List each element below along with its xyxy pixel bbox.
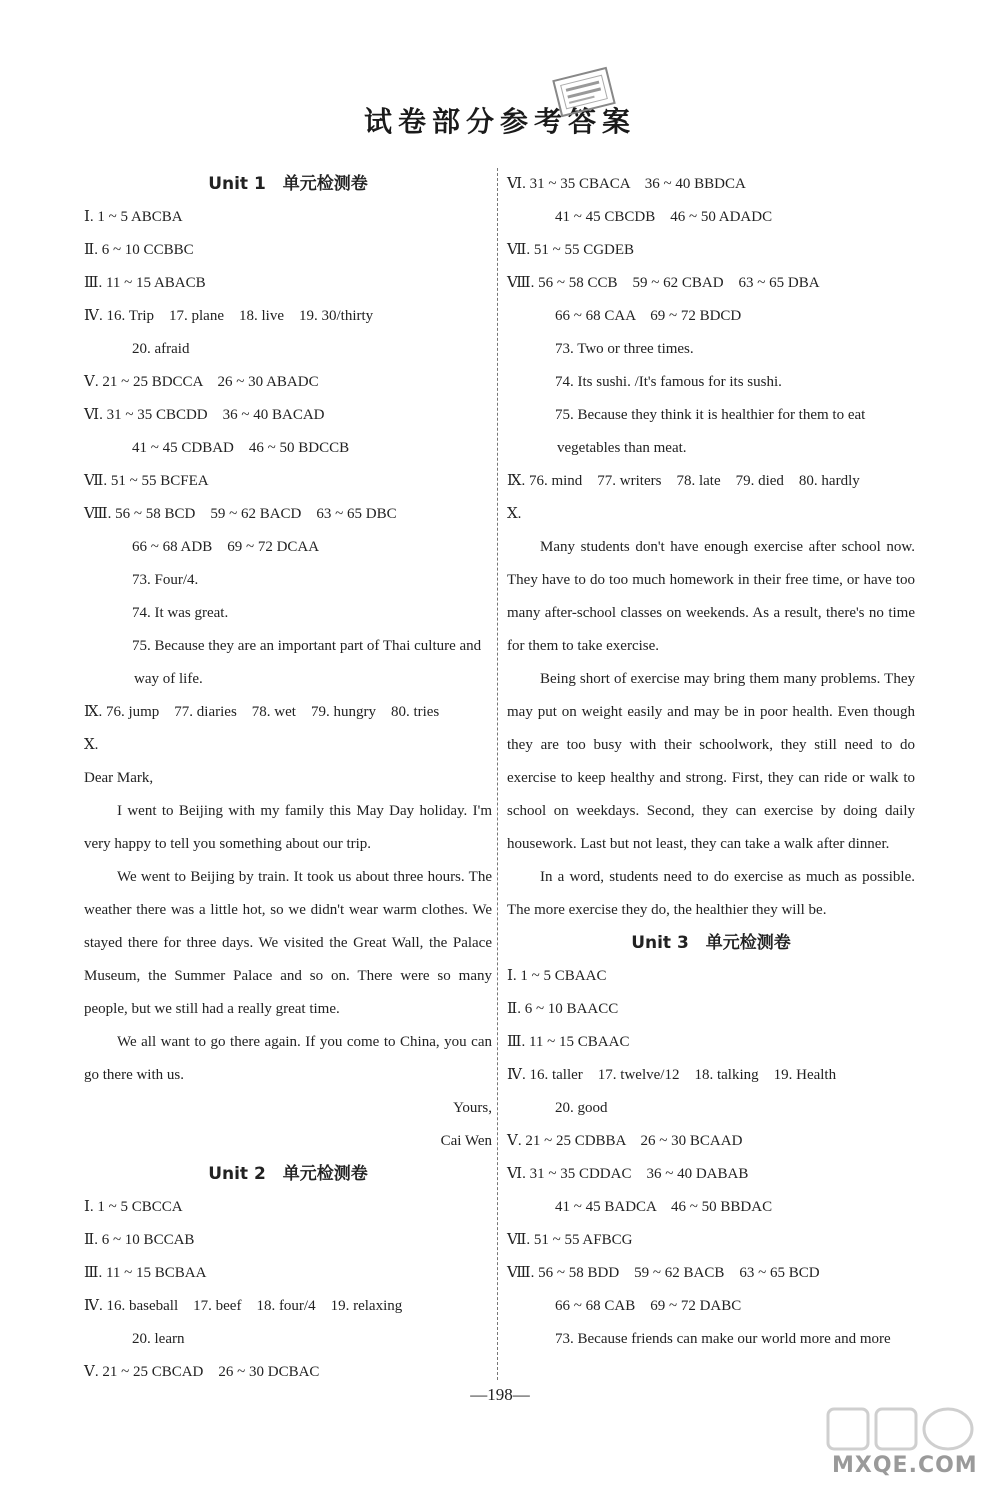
unit-title: Unit 1 单元检测卷 [208,174,368,194]
answer-line: Ⅸ. 76. jump 77. diaries 78. wet 79. hungry 80. tries [84,704,440,720]
answer-line: Ⅷ. 56 ~ 58 BCD 59 ~ 62 BACD 63 ~ 65 DBC [84,506,397,522]
answer-line: 73. Four/4. [132,572,199,588]
answer-line: 41 ~ 45 BADCA 46 ~ 50 BBDAC [555,1199,773,1215]
essay-paragraph: Being short of exercise may bring them many problems. They may put on weight easily and may be in poor health. Even though they are too busy with their schoolwork, they still need to do exercise to keep healthy and strong. First, they can ride or walk to school on weekdays. Second, they can exercise by doing daily housework. Last but not least, they can take a walk after dinner. [507,671,915,852]
letter-signature: Cai Wen [440,1133,492,1149]
answer-line: 66 ~ 68 CAA 69 ~ 72 BDCD [555,308,742,324]
essay-paragraph: We went to Beijing by train. It took us about three hours. The weather there was a little hot, so we didn't wear warm clothes. We stayed there for three days. We visited the Great Wall, the Palace Museum, the Summer Palace and so on. There were so many people, but we still had a really great time. [84,869,492,1017]
answer-line: 74. Its sushi. /It's famous for its sushi. [555,374,782,390]
essay-paragraph: We all want to go there again. If you come to China, you can go there with us. [84,1034,492,1083]
answer-line: Ⅶ. 51 ~ 55 BCFEA [84,473,209,489]
answer-line: 66 ~ 68 ADB 69 ~ 72 DCAA [132,539,320,555]
answer-line: Ⅰ. 1 ~ 5 CBCCA [84,1199,183,1215]
answer-line: 20. afraid [132,341,190,357]
answer-line: way of life. [134,671,203,687]
essay-paragraph: I went to Beijing with my family this May Day holiday. I'm very happy to tell you something about our trip. [84,803,492,852]
answer-line: Ⅱ. 6 ~ 10 BAACC [507,1001,619,1017]
page-title: 试卷部分参考答案 [363,105,636,138]
answer-line: vegetables than meat. [557,440,687,456]
answer-line: Ⅶ. 51 ~ 55 AFBCG [507,1232,633,1248]
answer-line: Ⅴ. 21 ~ 25 CDBBA 26 ~ 30 BCAAD [507,1133,743,1149]
page-number: —198— [470,1385,530,1404]
answer-line: Ⅲ. 11 ~ 15 ABACB [84,275,206,291]
answer-line: 41 ~ 45 CDBAD 46 ~ 50 BDCCB [132,440,350,456]
answer-line: 73. Two or three times. [555,341,694,357]
answer-line: Dear Mark, [84,770,154,786]
answer-line: 66 ~ 68 CAB 69 ~ 72 DABC [555,1298,742,1314]
answer-line: Ⅸ. 76. mind 77. writers 78. late 79. died 80. hardly [507,473,860,489]
answer-line: Ⅷ. 56 ~ 58 BDD 59 ~ 62 BACB 63 ~ 65 BCD [507,1265,820,1281]
answer-line: Ⅱ. 6 ~ 10 CCBBC [84,242,194,258]
answer-line: Ⅳ. 16. taller 17. twelve/12 18. talking 19. Health [507,1067,837,1083]
answer-line: 73. Because friends can make our world more and more [555,1331,891,1347]
unit-title: Unit 3 单元检测卷 [631,933,791,953]
answer-line: Ⅵ. 31 ~ 35 CDDAC 36 ~ 40 DABAB [507,1166,749,1182]
answer-line: Ⅰ. 1 ~ 5 CBAAC [507,968,607,984]
answer-line: Ⅴ. 21 ~ 25 CBCAD 26 ~ 30 DCBAC [84,1364,320,1380]
answer-line: Ⅴ. 21 ~ 25 BDCCA 26 ~ 30 ABADC [84,374,319,390]
answer-line: 20. learn [132,1331,185,1347]
answer-line: 75. Because they think it is healthier for them to eat [555,407,866,423]
answer-line: 75. Because they are an important part of Thai culture and [132,638,482,654]
letter-signature: Yours, [453,1100,492,1116]
answer-line: Ⅲ. 11 ~ 15 BCBAA [84,1265,207,1281]
answer-line: Ⅹ. [507,506,522,522]
answer-line: Ⅳ. 16. baseball 17. beef 18. four/4 19. relaxing [84,1298,403,1314]
answer-line: 41 ~ 45 CBCDB 46 ~ 50 ADADC [555,209,773,225]
right-column [507,168,915,1356]
answer-line: Ⅷ. 56 ~ 58 CCB 59 ~ 62 CBAD 63 ~ 65 DBA [507,275,820,291]
answer-line: 74. It was great. [132,605,229,621]
essay-paragraph: Many students don't have enough exercise after school now. They have to do too much homework in their free time, or have too many after-school classes on weekends. As a result, there's no time for them to take exercise. [507,539,915,654]
essay-paragraph: In a word, students need to do exercise as much as possible. The more exercise they do, the healthier they will be. [507,869,915,918]
answer-line: Ⅵ. 31 ~ 35 CBCDD 36 ~ 40 BACAD [84,407,325,423]
answer-line: Ⅳ. 16. Trip 17. plane 18. live 19. 30/thirty [84,308,374,324]
answer-line: Ⅶ. 51 ~ 55 CGDEB [507,242,635,258]
answer-line: Ⅰ. 1 ~ 5 ABCBA [84,209,183,225]
left-column [84,168,492,1389]
answer-line: Ⅲ. 11 ~ 15 CBAAC [507,1034,630,1050]
answer-line: Ⅱ. 6 ~ 10 BCCAB [84,1232,195,1248]
unit-title: Unit 2 单元检测卷 [208,1164,368,1184]
answer-line: Ⅹ. [84,737,99,753]
watermark-text: MXQE.COM [832,1453,978,1478]
answer-line: 20. good [555,1100,608,1116]
answer-line: Ⅵ. 31 ~ 35 CBACA 36 ~ 40 BBDCA [507,176,746,192]
column-divider [497,168,498,1380]
